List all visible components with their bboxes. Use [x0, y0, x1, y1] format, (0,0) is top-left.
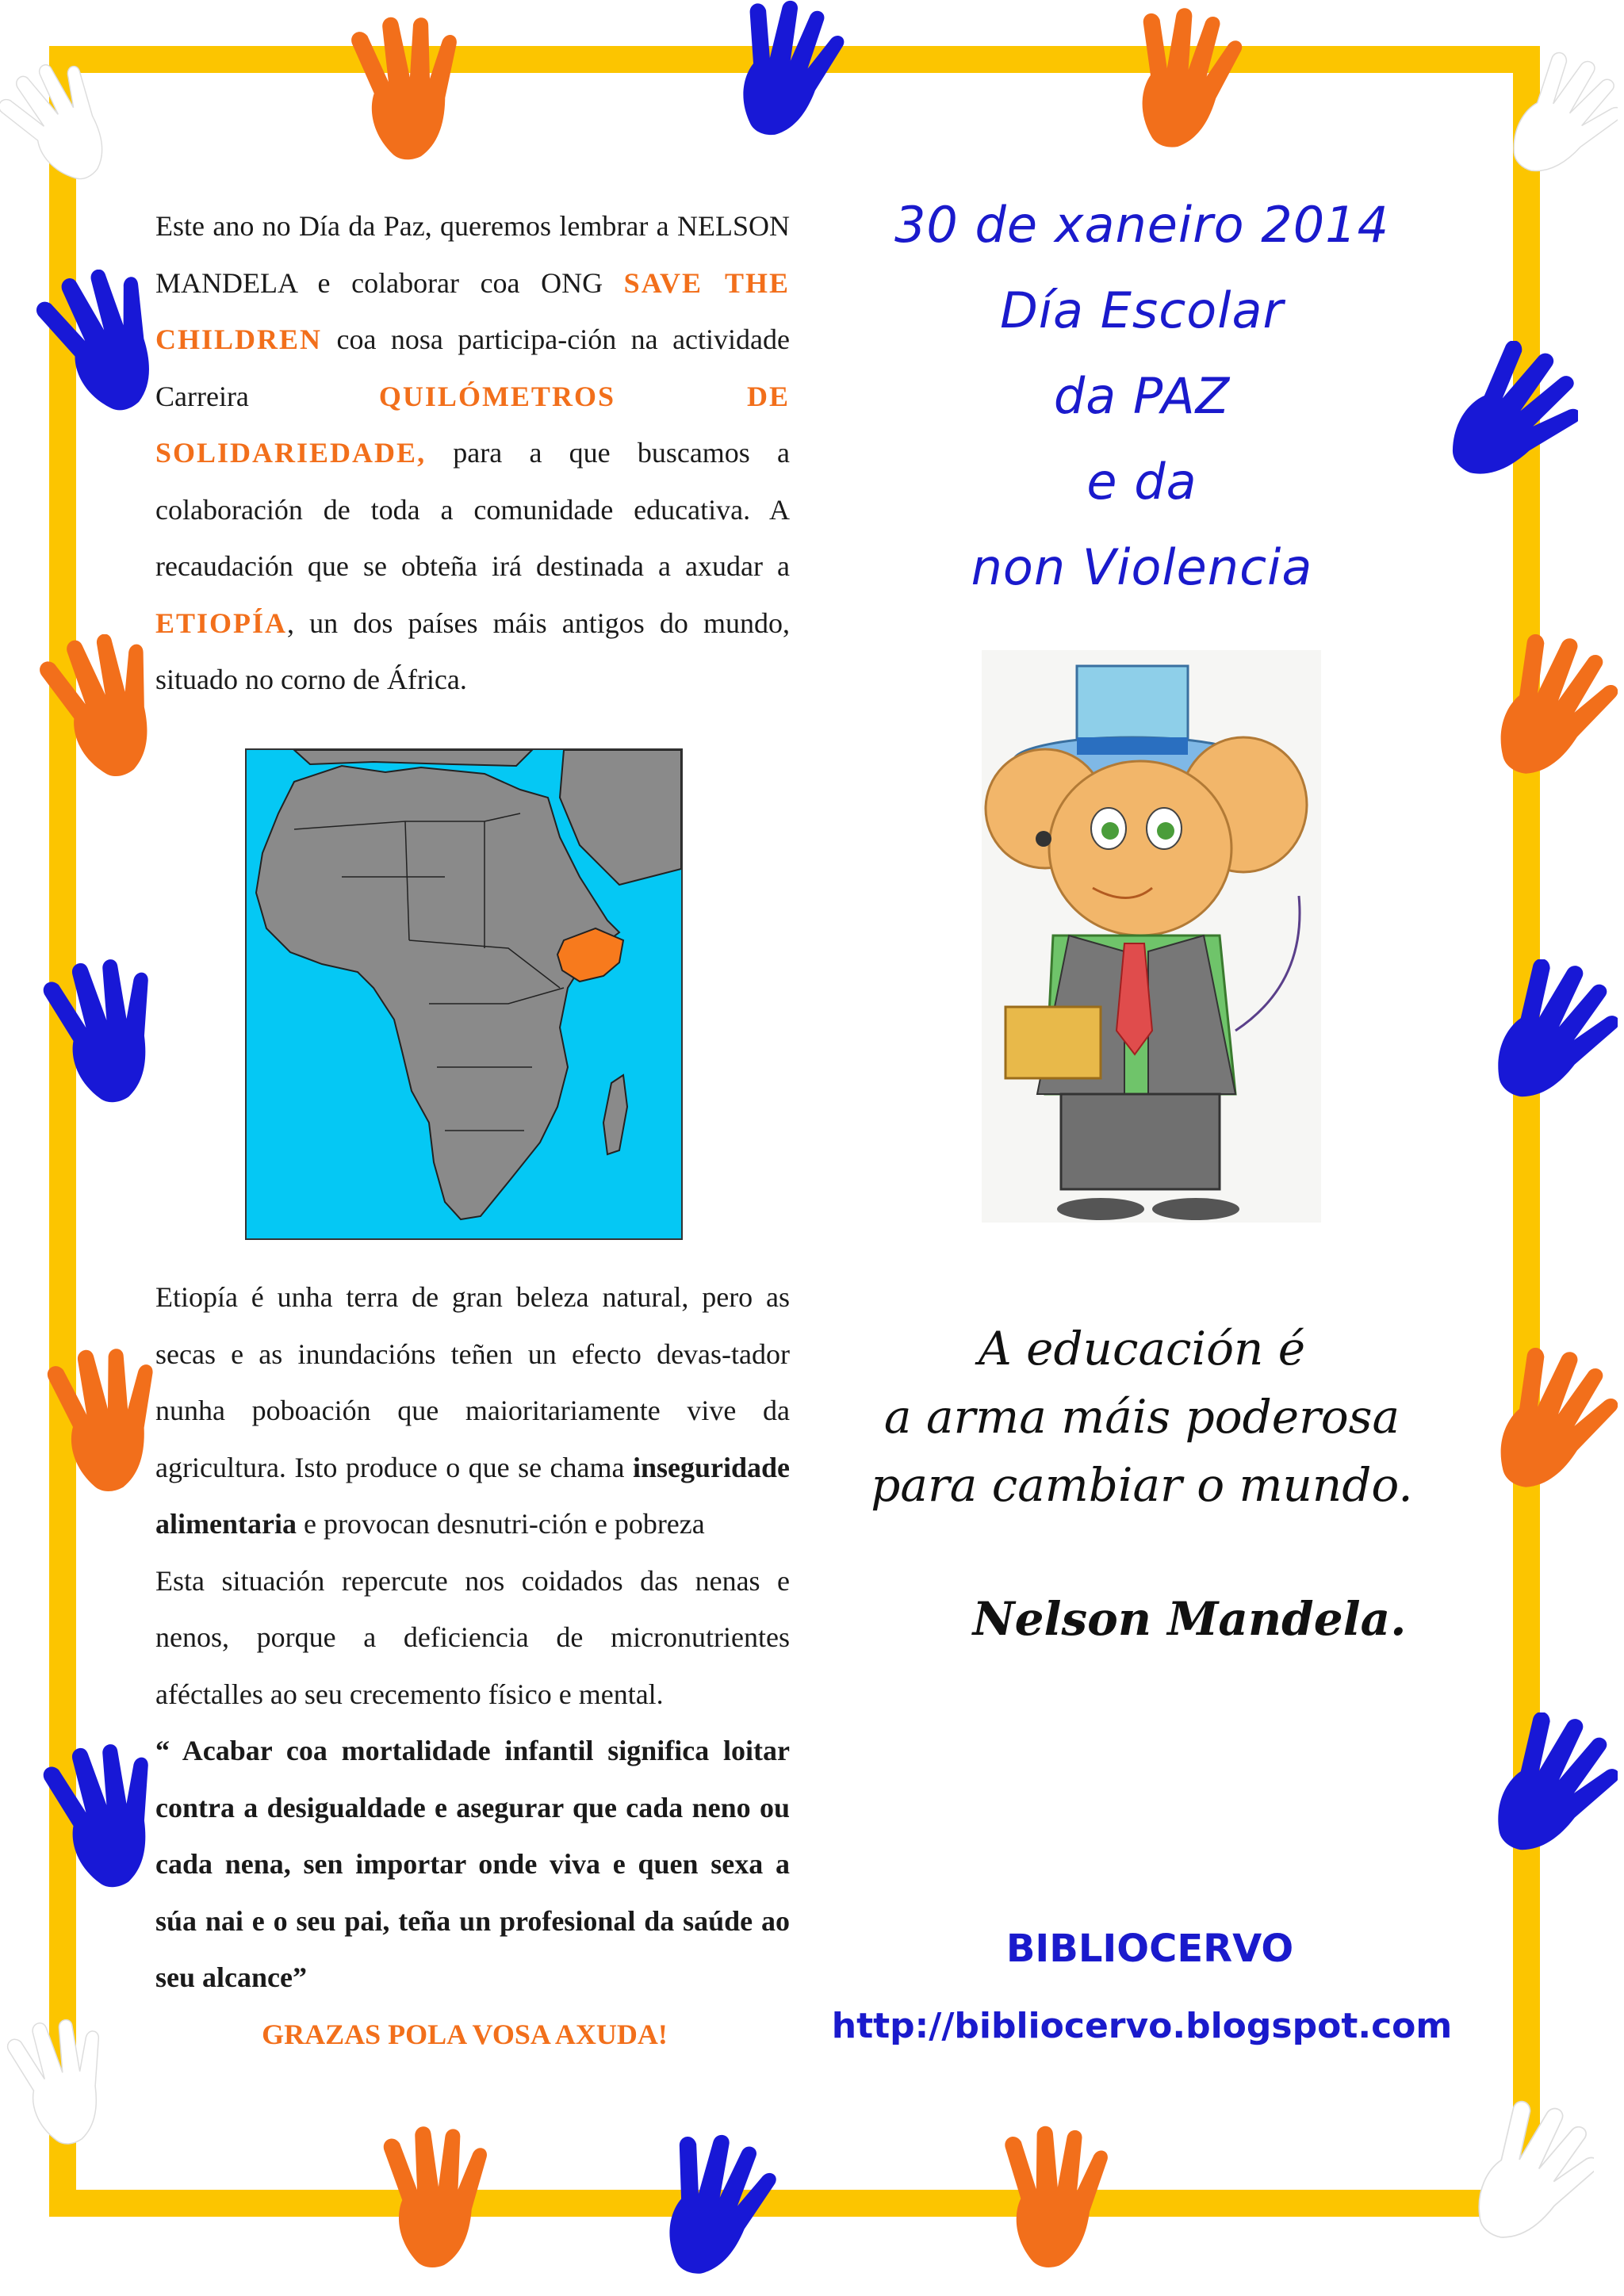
intro-text-3: para a que buscamos a colaboración de toda a comunidade educativa. A recaudación que se obteña irá destinada a axudar a [155, 437, 790, 582]
body-text-2: e provocan desnutri-ción e pobreza [296, 1508, 705, 1540]
madagascar [603, 1075, 627, 1154]
africa-continent [256, 766, 619, 1219]
white-hand-icon [0, 2014, 119, 2156]
title-line-3: da PAZ [1053, 367, 1231, 425]
blue-hand-icon [1475, 959, 1618, 1110]
white-hand-icon [1459, 2093, 1594, 2260]
blue-hand-icon [32, 959, 174, 1110]
blue-hand-icon [714, 0, 848, 143]
intro-text-1: Este ano no Día da Paz, queremos lembrar a NELSON MANDELA e colaborar coa ONG [155, 210, 790, 299]
europe-coast [294, 750, 532, 766]
africa-map-graphic [247, 750, 681, 1238]
orange-hand-icon [1475, 634, 1618, 785]
quote-line-2: a arma máis poderosa [883, 1390, 1400, 1444]
blue-hand-icon [1475, 1712, 1618, 1863]
body-text-3: Esta situación repercute nos coidados das nenas e nenos, porque a deficiencia de micronutrientes aféctalles ao seu crecemento físico e mental. [155, 1564, 790, 1710]
intro-text-4: , un dos países máis antigos do mundo, situado no corno de África. [155, 607, 790, 695]
thanks-text: GRAZAS POLA VOSA AXUDA! [262, 2018, 668, 2050]
mouse-drawing-image [982, 650, 1321, 1223]
blue-hand-icon [32, 1744, 174, 1895]
orange-hand-icon [365, 2125, 500, 2275]
title-date: 30 de xaneiro 2014 [894, 196, 1390, 254]
title-line-4: e da [1086, 453, 1197, 511]
africa-map [245, 748, 683, 1240]
white-hand-icon [0, 63, 119, 190]
mandela-quote [841, 1314, 1443, 1519]
intro-paragraph [155, 198, 790, 709]
quote-line-1: A educación é [978, 1322, 1306, 1376]
orange-hand-icon [333, 16, 476, 166]
quote-author: Nelson Mandela. [972, 1592, 1407, 1646]
blue-hand-icon [1435, 341, 1578, 492]
child-mortality-quote: “ Acabar coa mortalidade infantil significa loitar contra a desigualdade e asegurar que cada neno ou cada nena, sen importar onde viva e quen sexa a súa nai e o seu pai, teña un profesional da saúde ao seu alcance” [155, 1735, 790, 1993]
orange-hand-icon [1110, 8, 1249, 155]
blue-hand-icon [32, 270, 174, 420]
blog-url-link[interactable]: http://bibliocervo.blogspot.com [831, 2006, 1453, 2046]
body-text-1: Etiopía é unha terra de gran beleza natural, pero as secas e as inundacións teñen un efecto devas-tador nunha poboación que maioritariamente vive da agricultura. Isto produce o que se chama [155, 1281, 790, 1483]
orange-hand-icon [983, 2125, 1118, 2275]
orange-hand-icon [32, 1348, 174, 1498]
title-line-5: non Violencia [971, 538, 1313, 596]
inseguridade-highlight: inseguridade alimentaria [155, 1451, 790, 1540]
orange-hand-icon [1475, 1348, 1618, 1498]
blue-hand-icon [642, 2133, 777, 2283]
etiopia-highlight: ETIOPÍA [155, 607, 288, 639]
arabian-peninsula [560, 750, 681, 885]
blog-name: BIBLIOCERVO [1005, 1927, 1294, 1971]
page-title [848, 182, 1435, 610]
save-the-children-highlight: SAVE THE CHILDREN [155, 266, 791, 355]
orange-hand-icon [32, 634, 174, 785]
quilometros-highlight: QUILÓMETROS DE SOLIDARIEDADE, [155, 380, 790, 469]
intro-text-2: coa nosa participa-ción na actividade Carreira [155, 323, 790, 412]
white-hand-icon [1499, 48, 1618, 190]
quote-line-3: para cambiar o mundo. [871, 1458, 1413, 1512]
title-line-2: Día Escolar [1000, 281, 1284, 339]
body-paragraph [155, 1269, 790, 2063]
